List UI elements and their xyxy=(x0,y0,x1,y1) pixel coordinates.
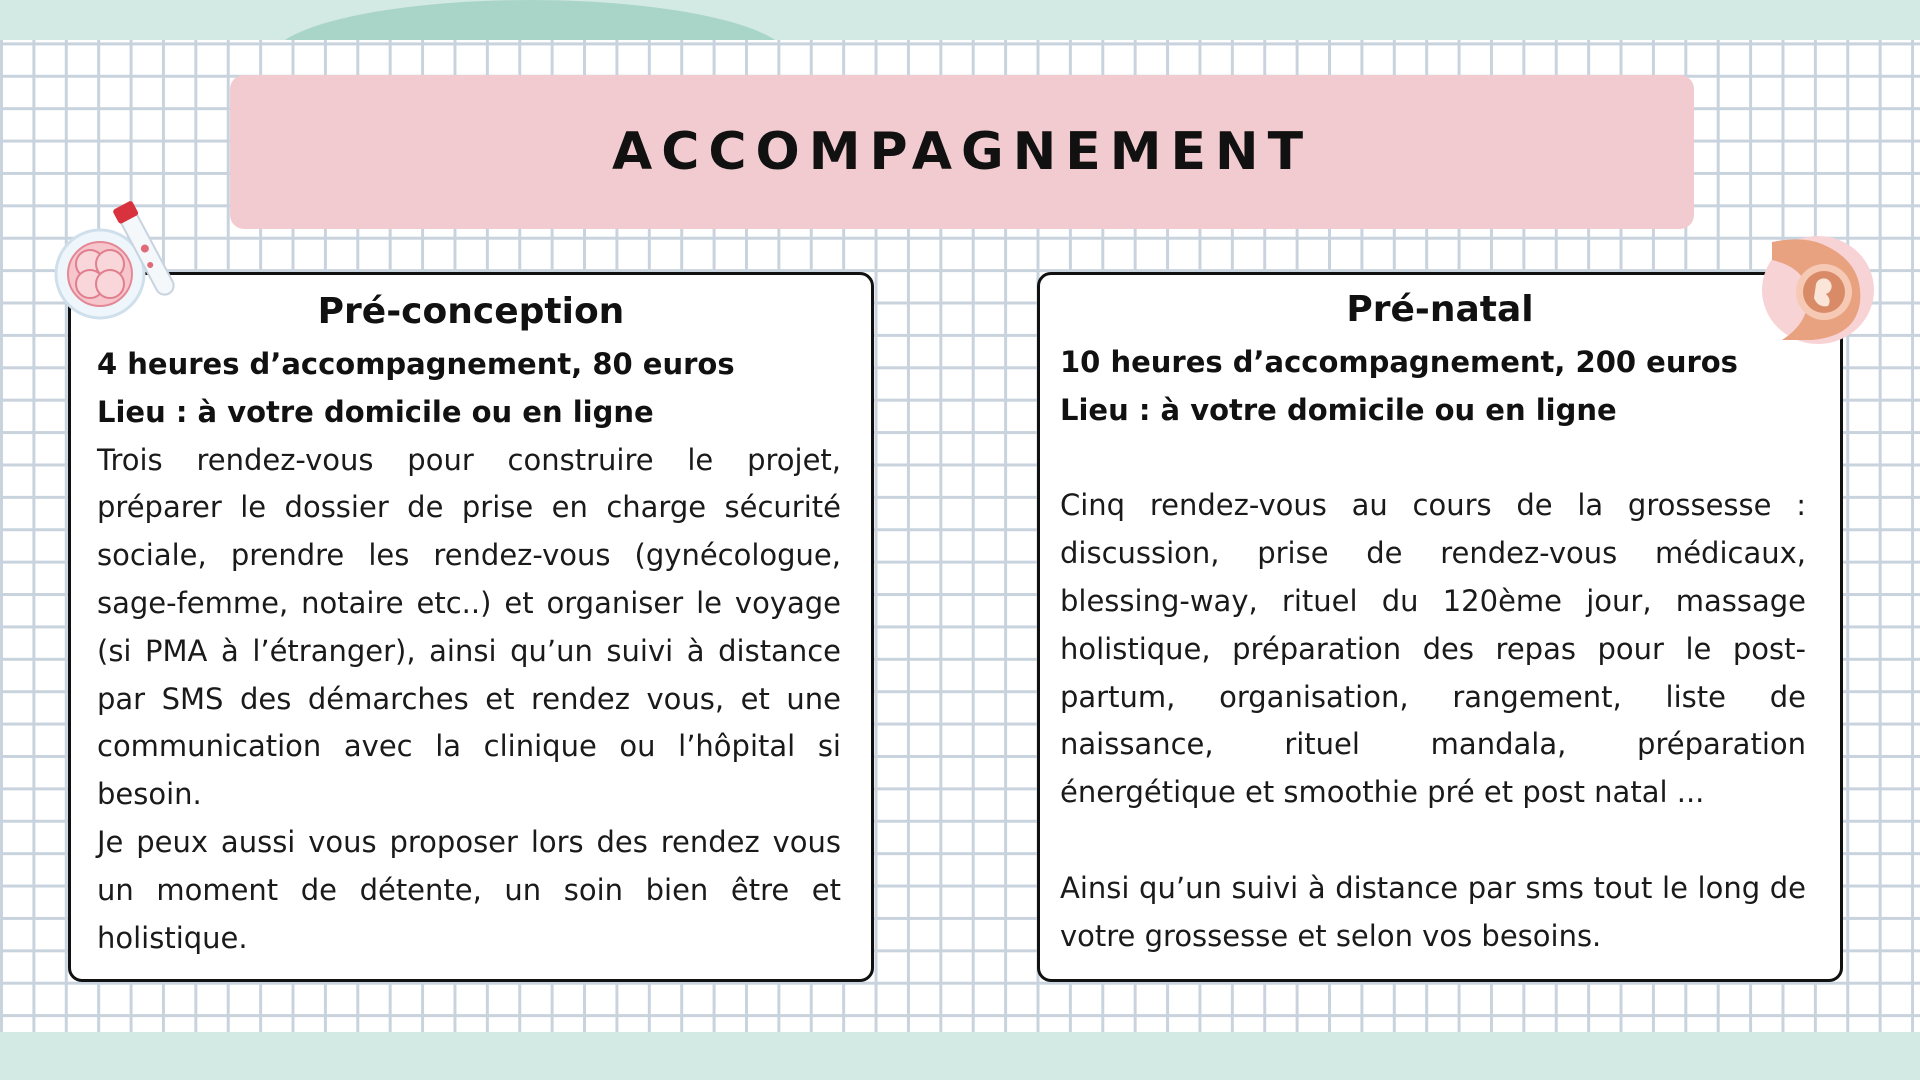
card-heading: Pré-natal xyxy=(1346,289,1534,330)
embryo-test-tube-icon xyxy=(52,194,182,324)
bottom-band xyxy=(0,1032,1920,1080)
card-paragraph-1: Cinq rendez-vous au cours de la grossesse : discussion, prise de rendez-vous médicaux, blessing-way, rituel du 120ème jour, massage holistique, préparation des repas pour le post-partum, organisation, rangement, liste de naissance, rituel mandala, préparation énergétique et smoothie pré et post natal ... xyxy=(1060,488,1806,810)
card-location: Lieu : à votre domicile ou en ligne xyxy=(97,394,654,429)
card-price: 10 heures d’accompagnement, 200 euros xyxy=(1060,345,1738,379)
card-heading: Pré-conception xyxy=(317,291,625,332)
top-band-arc xyxy=(270,0,790,40)
page-title: ACCOMPAGNEMENT xyxy=(611,122,1313,182)
top-band xyxy=(0,0,1920,40)
card-pre-conception xyxy=(68,272,874,982)
card-price: 4 heures d’accompagnement, 80 euros xyxy=(97,347,735,381)
card-body xyxy=(1060,339,1806,960)
card-paragraph-2: Ainsi qu’un suivi à distance par sms tout le long de votre grossesse et selon vos besoins. xyxy=(1060,870,1806,953)
card-body xyxy=(97,341,841,962)
spacer xyxy=(1060,435,1806,483)
spacer xyxy=(1060,817,1806,865)
title-banner xyxy=(230,75,1694,229)
card-paragraph-2: Je peux aussi vous proposer lors des rendez vous un moment de détente, un soin bien être et holistique. xyxy=(97,824,841,955)
card-paragraph-1: Trois rendez-vous pour construire le projet, préparer le dossier de prise en charge sécurité sociale, prendre les rendez-vous (gynécologue, sage-femme, notaire etc..) et organiser le voyage (si PMA à l’étranger), ainsi qu’un suivi à distance par SMS des démarches et rendez vous, et une communication avec la clinique ou l’hôpital si besoin. xyxy=(97,442,841,812)
card-location: Lieu : à votre domicile ou en ligne xyxy=(1060,392,1617,427)
pregnant-belly-icon xyxy=(1752,232,1874,346)
card-pre-natal xyxy=(1037,272,1843,982)
